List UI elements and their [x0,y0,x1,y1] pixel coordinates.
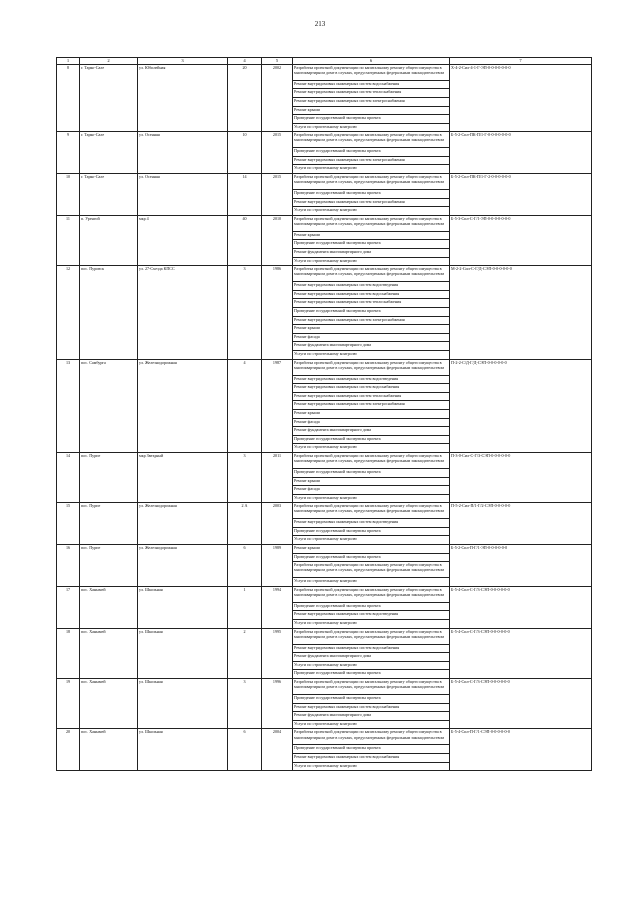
header-cell: 7 [450,58,592,65]
work-item: Проведение государственной экспертизы проекта [293,695,450,704]
work-item: Услуги по строительному контролю [293,620,450,629]
street: ул. Школьная [138,586,228,628]
locality: г. Тарко-Сале [80,132,138,174]
work-item: Разработка проектной документации по капитальному ремонту общего имущества в многоквартирном доме в случаях, предусмотренных федеральным законодательством [293,729,450,745]
work-item: Проведение государственной экспертизы проекта [293,115,450,124]
house-code: Б-5-4-Сил-П-Г/1-СЭП-0-0-0-0-0-0 [450,729,592,771]
work-item: Ремонт фасада [293,418,450,427]
build-year: 1986 [262,266,293,359]
build-year: 1987 [262,359,293,452]
house-code: М-2-2-Сил-С-Г/Д-СЭП-0-0-0-0-0-0 [450,266,592,359]
build-year: 1995 [262,628,293,678]
work-item: Услуги по строительному контролю [293,257,450,266]
house-number: 3 [228,452,262,502]
work-item: Ремонт крыши [293,545,450,554]
work-item: Услуги по строительному контролю [293,762,450,771]
work-item: Ремонт фасада [293,333,450,342]
work-item: Ремонт внутридомовых инженерных систем электроснабжения [293,316,450,325]
locality: пос. Ханымей [80,729,138,771]
house-code: П-2-2-С/Д-Г/Д-СЭП-0-0-0-0-0-0 [450,359,592,452]
table-row [57,174,592,190]
work-item: Услуги по строительному контролю [293,123,450,132]
work-item: Разработка проектной документации по капитальному ремонту общего имущества в многоквартирном доме в случаях, предусмотренных федеральным законодательством [293,359,450,375]
work-item: Разработка проектной документации по капитальному ремонту общего имущества в многоквартирном доме в случаях, предусмотренных федеральным законодательством [293,452,450,468]
work-item: Проведение государственной экспертизы проекта [293,308,450,317]
locality: пос. Самбурга [80,359,138,452]
table-row [57,545,592,554]
locality: пос. Ханымей [80,628,138,678]
locality: пос. Пурпе [80,452,138,502]
house-number: 6 [228,545,262,587]
house-code: Б-5-2-Сил-ПК-П/1-Г-0-0-0-0-0-0-0 [450,132,592,174]
work-item: Проведение государственной экспертизы проекта [293,240,450,249]
house-code: Б-5-3-Сил-С-Г/1-ЭП-0-0-0-0-0-0-0 [450,215,592,265]
work-item: Ремонт внутридомовых инженерных систем водоотведения [293,375,450,384]
work-item: Ремонт внутридомовых инженерных систем водоотведения [293,519,450,528]
work-item: Услуги по строительному контролю [293,536,450,545]
street: ул. Железнодорожная [138,503,228,545]
work-item: Разработка проектной документации по капитальному ремонту общего имущества в многоквартирном доме в случаях, предусмотренных федеральным законодательством [293,215,450,231]
work-item: Услуги по строительному контролю [293,165,450,174]
house-code: П-3-0-Сил-С-Г/3-СЭП-0-0-0-0-0-0 [450,452,592,502]
work-item: Ремонт внутридомовых инженерных систем электроснабжения [293,156,450,165]
work-item: Разработка проектной документации по капитальному ремонту общего имущества в многоквартирном доме в случаях, предусмотренных федеральным законодательством [293,628,450,644]
work-item: Услуги по строительному контролю [293,350,450,359]
street: ул. Школьная [138,679,228,729]
row-number: 12 [57,266,80,359]
locality: пос. Пуровск [80,266,138,359]
work-item: Ремонт внутридомовых инженерных систем электроснабжения [293,401,450,410]
capital-repair-table [56,57,592,771]
work-item: Ремонт фундамента многоквартирного дома [293,249,450,258]
header-cell: 5 [262,58,293,65]
locality: пос. Ханымей [80,586,138,628]
street: ул. Железнодорожная [138,359,228,452]
house-number: 4 [228,359,262,452]
work-item: Проведение государственной экспертизы проекта [293,602,450,611]
house-code: Б-5-4-Сил-С-Г/3-СЭП-0-0-0-0-0-0 [450,628,592,678]
build-year: 1996 [262,679,293,729]
work-item: Ремонт крыши [293,231,450,240]
table-row [57,503,592,519]
house-number: 6 [228,729,262,771]
work-item: Разработка проектной документации по капитальному ремонту общего имущества в многоквартирном доме в случаях, предусмотренных федеральным законодательством [293,586,450,602]
house-number: 2 [228,628,262,678]
house-code: Б-5-2-Сил-ПК-П/1-Г-2-0-0-0-0-0-0 [450,174,592,216]
street: ул. 27-Съезда КПСС [138,266,228,359]
locality: п. Уренгой [80,215,138,265]
work-item: Ремонт фундамента многоквартирного дома [293,712,450,721]
work-item: Ремонт крыши [293,325,450,334]
table-row [57,132,592,148]
header-cell: 6 [293,58,450,65]
table-row [57,266,592,282]
row-number: 15 [57,503,80,545]
street: мкр 4 [138,215,228,265]
house-number: 10 [228,132,262,174]
work-item: Разработка проектной документации по капитальному ремонту общего имущества в многоквартирном доме в случаях, предусмотренных федеральным законодательством [293,679,450,695]
header-cell: 1 [57,58,80,65]
work-item: Проведение государственной экспертизы проекта [293,527,450,536]
build-year: 2004 [262,729,293,771]
header-cell: 4 [228,58,262,65]
house-code: Х-4-2-Сил-4-1-Г-ЭП-0-0-0-0-0-0-0 [450,64,592,132]
work-item: Ремонт внутридомовых инженерных систем теплоснабжения [293,392,450,401]
house-number: 1 [228,586,262,628]
house-code: Б-5-4-Сил-С-Г/3-СЭП-0-0-0-0-0-0 [450,679,592,729]
row-number: 9 [57,132,80,174]
header-cell: 2 [80,58,138,65]
build-year: 2010 [262,215,293,265]
table-row [57,359,592,375]
row-number: 10 [57,174,80,216]
work-item: Разработка проектной документации по капитальному ремонту общего имущества в многоквартирном доме в случаях, предусмотренных федеральным законодательством [293,132,450,148]
street: ул. Школьная [138,729,228,771]
street: ул. Железнодорожная [138,545,228,587]
street: ул. Осенняя [138,132,228,174]
house-number: 2 А [228,503,262,545]
work-item: Ремонт внутридомовых инженерных систем водоотведения [293,282,450,291]
build-year: 2011 [262,452,293,502]
locality: г. Тарко-Сале [80,174,138,216]
table-body [57,58,592,771]
work-item: Разработка проектной документации по капитальному ремонту общего имущества в многоквартирном доме в случаях, предусмотренных федеральным законодательством [293,266,450,282]
row-number: 14 [57,452,80,502]
header-cell: 3 [138,58,228,65]
build-year: 2002 [262,64,293,132]
row-number: 18 [57,628,80,678]
table-row [57,586,592,602]
row-number: 13 [57,359,80,452]
work-item: Услуги по строительному контролю [293,444,450,453]
house-code: П-5-2-Сил-П/1-Г/2-СЭП-0-0-0-0-0 [450,503,592,545]
table-row [57,215,592,231]
table-row [57,64,592,80]
row-number: 20 [57,729,80,771]
work-item: Проведение государственной экспертизы проекта [293,190,450,199]
table-row [57,679,592,695]
work-item: Ремонт внутридомовых инженерных систем водоснабжения [293,753,450,762]
work-item: Ремонт внутридомовых инженерных систем водоснабжения [293,384,450,393]
work-item: Проведение государственной экспертизы проекта [293,468,450,477]
house-number: 20 [228,64,262,132]
work-item: Услуги по строительному контролю [293,578,450,587]
work-item: Ремонт внутридомовых инженерных систем электроснабжения [293,97,450,106]
work-item: Услуги по строительному контролю [293,207,450,216]
street: ул. Школьная [138,628,228,678]
work-item: Ремонт фасада [293,486,450,495]
build-year: 1989 [262,545,293,587]
work-item: Ремонт крыши [293,409,450,418]
row-number: 17 [57,586,80,628]
work-item: Ремонт внутридомовых инженерных систем теплоснабжения [293,299,450,308]
work-item: Проведение государственной экспертизы проекта [293,148,450,157]
house-number: 14 [228,174,262,216]
work-item: Ремонт фундамента многоквартирного дома [293,342,450,351]
table-header-row [57,58,592,65]
work-item: Услуги по строительному контролю [293,494,450,503]
table-row [57,452,592,468]
work-item: Ремонт фундамента многоквартирного дома [293,653,450,662]
work-item: Ремонт внутридомовых инженерных систем водоснабжения [293,80,450,89]
build-year: 2015 [262,174,293,216]
build-year: 2003 [262,503,293,545]
house-code: Б-5-2-Сил-П-Г/1-ЭП-0-0-0-0-0-0 [450,545,592,587]
street: мкр Звездный [138,452,228,502]
work-item: Ремонт крыши [293,106,450,115]
work-item: Ремонт внутридомовых инженерных систем теплоснабжения [293,89,450,98]
work-item: Разработка проектной документации по капитальному ремонту общего имущества в многоквартирном доме в случаях, предусмотренных федеральным законодательством [293,174,450,190]
work-item: Ремонт внутридомовых инженерных систем водоснабжения [293,290,450,299]
build-year: 1994 [262,586,293,628]
work-item: Ремонт внутридомовых инженерных систем водоснабжения [293,644,450,653]
row-number: 16 [57,545,80,587]
locality: пос. Пурпе [80,545,138,587]
house-code: Б-5-4-Сил-С-Г/3-СЭП-0-0-0-0-0-0 [450,586,592,628]
work-item: Услуги по строительному контролю [293,720,450,729]
work-item: Проведение государственной экспертизы проекта [293,553,450,562]
work-item: Ремонт внутридомовых инженерных систем водоснабжения [293,703,450,712]
work-item: Услуги по строительному контролю [293,661,450,670]
street: ул. Юбилейная [138,64,228,132]
table-row [57,628,592,644]
work-item: Проведение государственной экспертизы проекта [293,670,450,679]
house-number: 40 [228,215,262,265]
work-item: Разработка проектной документации по капитальному ремонту общего имущества в многоквартирном доме в случаях, предусмотренных федеральным законодательством [293,64,450,80]
work-item: Разработка проектной документации по капитальному ремонту общего имущества в многоквартирном доме в случаях, предусмотренных федеральным законодательством [293,503,450,519]
work-item: Разработка проектной документации по капитальному ремонту общего имущества в многоквартирном доме в случаях, предусмотренных федеральным законодательством [293,562,450,578]
work-item: Ремонт внутридомовых инженерных систем водоотведения [293,611,450,620]
work-item: Ремонт крыши [293,477,450,486]
work-item: Ремонт фундамента многоквартирного дома [293,427,450,436]
street: ул. Осенняя [138,174,228,216]
locality: пос. Пурпе [80,503,138,545]
locality: г. Тарко-Сале [80,64,138,132]
locality: пос. Ханымей [80,679,138,729]
work-item: Проведение государственной экспертизы проекта [293,435,450,444]
build-year: 2015 [262,132,293,174]
table-row [57,729,592,745]
work-item: Проведение государственной экспертизы проекта [293,745,450,754]
row-number: 19 [57,679,80,729]
house-number: 3 [228,679,262,729]
page-number: 213 [314,20,326,28]
row-number: 11 [57,215,80,265]
row-number: 8 [57,64,80,132]
house-number: 3 [228,266,262,359]
work-item: Ремонт внутридомовых инженерных систем электроснабжения [293,198,450,207]
